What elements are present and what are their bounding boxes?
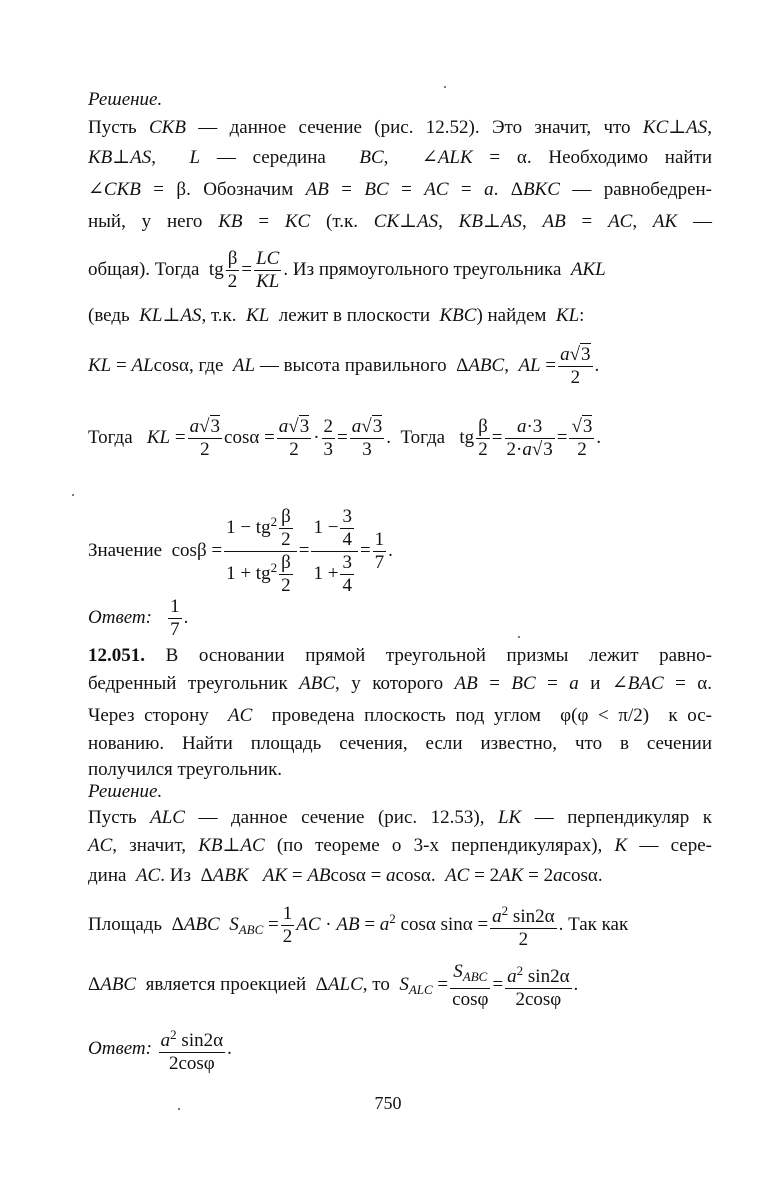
- answer-2: Ответ: $\frac{a^2 \sin 2\alpha}{2\cos\varphi}$ .: [88, 1024, 712, 1075]
- page-number: 750: [374, 1093, 402, 1113]
- solution-2-line-1: Пусть ALC — данное сечение (рис. 12.53), LK — перпендикуляр к: [88, 807, 712, 828]
- problem-number: 12.051.: [88, 645, 145, 666]
- solution-line-9: Значение cosβ = $1 - tg^2$ $\frac{\beta}{2}$ $1 + tg^2$ $\frac{\beta}{2}$ = 1 − $\frac{3}{4}$ 1 + $\frac{3}{4}$ = $\frac{1}{7}$ .: [88, 506, 393, 596]
- problem-line-3: Через сторону AC проведена плоскость под углом φ(φ < π/2) к ос-: [88, 705, 712, 726]
- solution-heading: Решение.: [88, 89, 163, 110]
- solution-line-5: общая). Тогда tg $\frac{\beta}{2}$ = $\frac{LC}{KL}$ . Из прямоугольного треугольника AKL: [88, 248, 606, 292]
- print-speck: [444, 86, 446, 88]
- solution-2-line-4: Площадь ΔABC $S_{ABC}$ = $\frac{1}{2}$ AC · AB = $a^2$ cosα sinα = $\frac{a^2 \sin 2\alpha}{2}$ . Так как: [88, 900, 712, 951]
- solution-line-3: ∠CKB = β. Обозначим AB = BC = AC = a. ΔBKC — равнобедрен-: [88, 179, 712, 200]
- solution-2-line-5: ΔABC является проекцией ΔALC, то $S_{ALC}$ = $\frac{S_{ABC}}{\cos\varphi}$ = $\frac{a^2 \sin 2\alpha}{2\cos\varphi}$ .: [88, 960, 579, 1010]
- problem-line-4: нованию. Найти площадь сечения, если известно, что в сечении: [88, 733, 712, 754]
- print-speck: [72, 494, 74, 496]
- solution-line-8: Тогда KL = $\frac{a√3}{2}$ cosα = $\frac{a√3}{2}$ · $\frac{2}{3}$ = $\frac{a√3}{3}$ . Тогда tg $\frac{\beta}{2}$ = $\frac{a\cdot 3}{2\cdot a√3}$ = $\frac{√3}{2}$ .: [88, 416, 602, 460]
- answer-label: Ответ:: [88, 606, 152, 628]
- problem-line-2: бедренный треугольник ABC, у которого AB = BC = a и ∠BAC = α.: [88, 673, 713, 694]
- solution-2-heading: Решение.: [88, 781, 163, 802]
- solution-line-6: (ведь KL⊥AS, т.к. KL лежит в плоскости KBC) найдем KL:: [88, 305, 585, 326]
- problem-line-5: получился треугольник.: [88, 759, 283, 780]
- answer-1: Ответ: $\frac{1}{7}$ .: [88, 596, 189, 640]
- solution-2-line-3: дина AC. Из ΔABK AK = ABcosα = acosα. AC = 2AK = 2acosα.: [88, 865, 603, 886]
- print-speck: [178, 1108, 180, 1110]
- answer-2-label: Ответ:: [88, 1037, 152, 1059]
- solution-line-4: ный, у него KB = KC (т.к. CK⊥AS, KB⊥AS, AB = AC, AK —: [88, 211, 712, 232]
- solution-line-2: KB⊥AS, L — середина BC, ∠ALK = α. Необходимо найти: [88, 147, 713, 168]
- solution-line-1: Пусть CKB — данное сечение (рис. 12.52). Это значит, что KC⊥AS,: [88, 117, 712, 138]
- solution-line-7: KL = ALcosα, где AL — высота правильного ΔABC, AL = $\frac{a√3}{2}$ .: [88, 344, 600, 388]
- solution-2-line-2: AC, значит, KB⊥AC (по теореме о 3-х перпендикулярах), K — сере-: [88, 835, 712, 856]
- print-speck: [518, 636, 520, 638]
- problem-line-1: 12.051. В основании прямой треугольной призмы лежит равно-: [88, 645, 712, 666]
